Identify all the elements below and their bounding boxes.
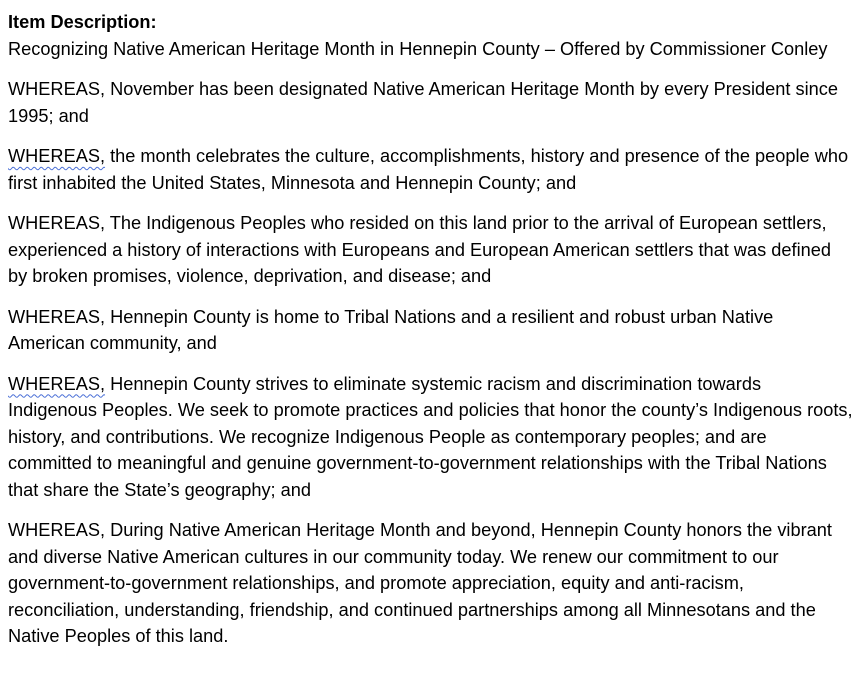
paragraph-text: WHEREAS, During Native American Heritage Month and beyond, Hennepin County honors the vibrant and diverse Native American cultures in our community today. We renew our commitment to our government-to-government relationships, and promote appreciation, equity and anti-racism, reconciliation, understanding, friendship, and continued partnerships among all Minnesotans and the Native Peoples of this land.	[8, 520, 832, 646]
whereas-paragraph-2	[8, 143, 853, 196]
paragraph-text: Hennepin County strives to eliminate systemic racism and discrimination towards Indigenous Peoples. We seek to promote practices and policies that honor the county’s Indigenous roots, history, and contributions. We recognize Indigenous People as contemporary peoples; and are committed to meaningful and genuine government-to-government relationships with the Tribal Nations that share the State’s geography; and	[8, 373, 853, 500]
spellcheck-flagged-word[interactable]: WHEREAS,	[8, 373, 106, 394]
item-description-text: Recognizing Native American Heritage Month in Hennepin County – Offered by Commissioner Conley	[8, 38, 828, 59]
paragraph-text: WHEREAS, Hennepin County is home to Tribal Nations and a resilient and robust urban Native American community, and	[8, 306, 774, 353]
paragraph-text: the month celebrates the culture, accomplishments, history and presence of the people who first inhabited the United States, Minnesota and Hennepin County; and	[8, 146, 849, 193]
paragraph-text: WHEREAS, The Indigenous Peoples who resided on this land prior to the arrival of European settlers, experienced a history of interactions with Europeans and European American settlers that was defined by broken promises, violence, deprivation, and disease; and	[8, 213, 831, 286]
paragraph-text: WHEREAS, November has been designated Native American Heritage Month by every President since 1995; and	[8, 79, 838, 126]
whereas-paragraph-6	[8, 517, 853, 650]
whereas-paragraph-4	[8, 304, 853, 357]
spellcheck-flagged-word[interactable]: WHEREAS,	[8, 146, 106, 166]
whereas-paragraph-5	[8, 371, 853, 504]
whereas-paragraph-1	[8, 76, 853, 129]
item-description-heading: Item Description:	[8, 12, 157, 32]
whereas-paragraph-3	[8, 210, 853, 290]
